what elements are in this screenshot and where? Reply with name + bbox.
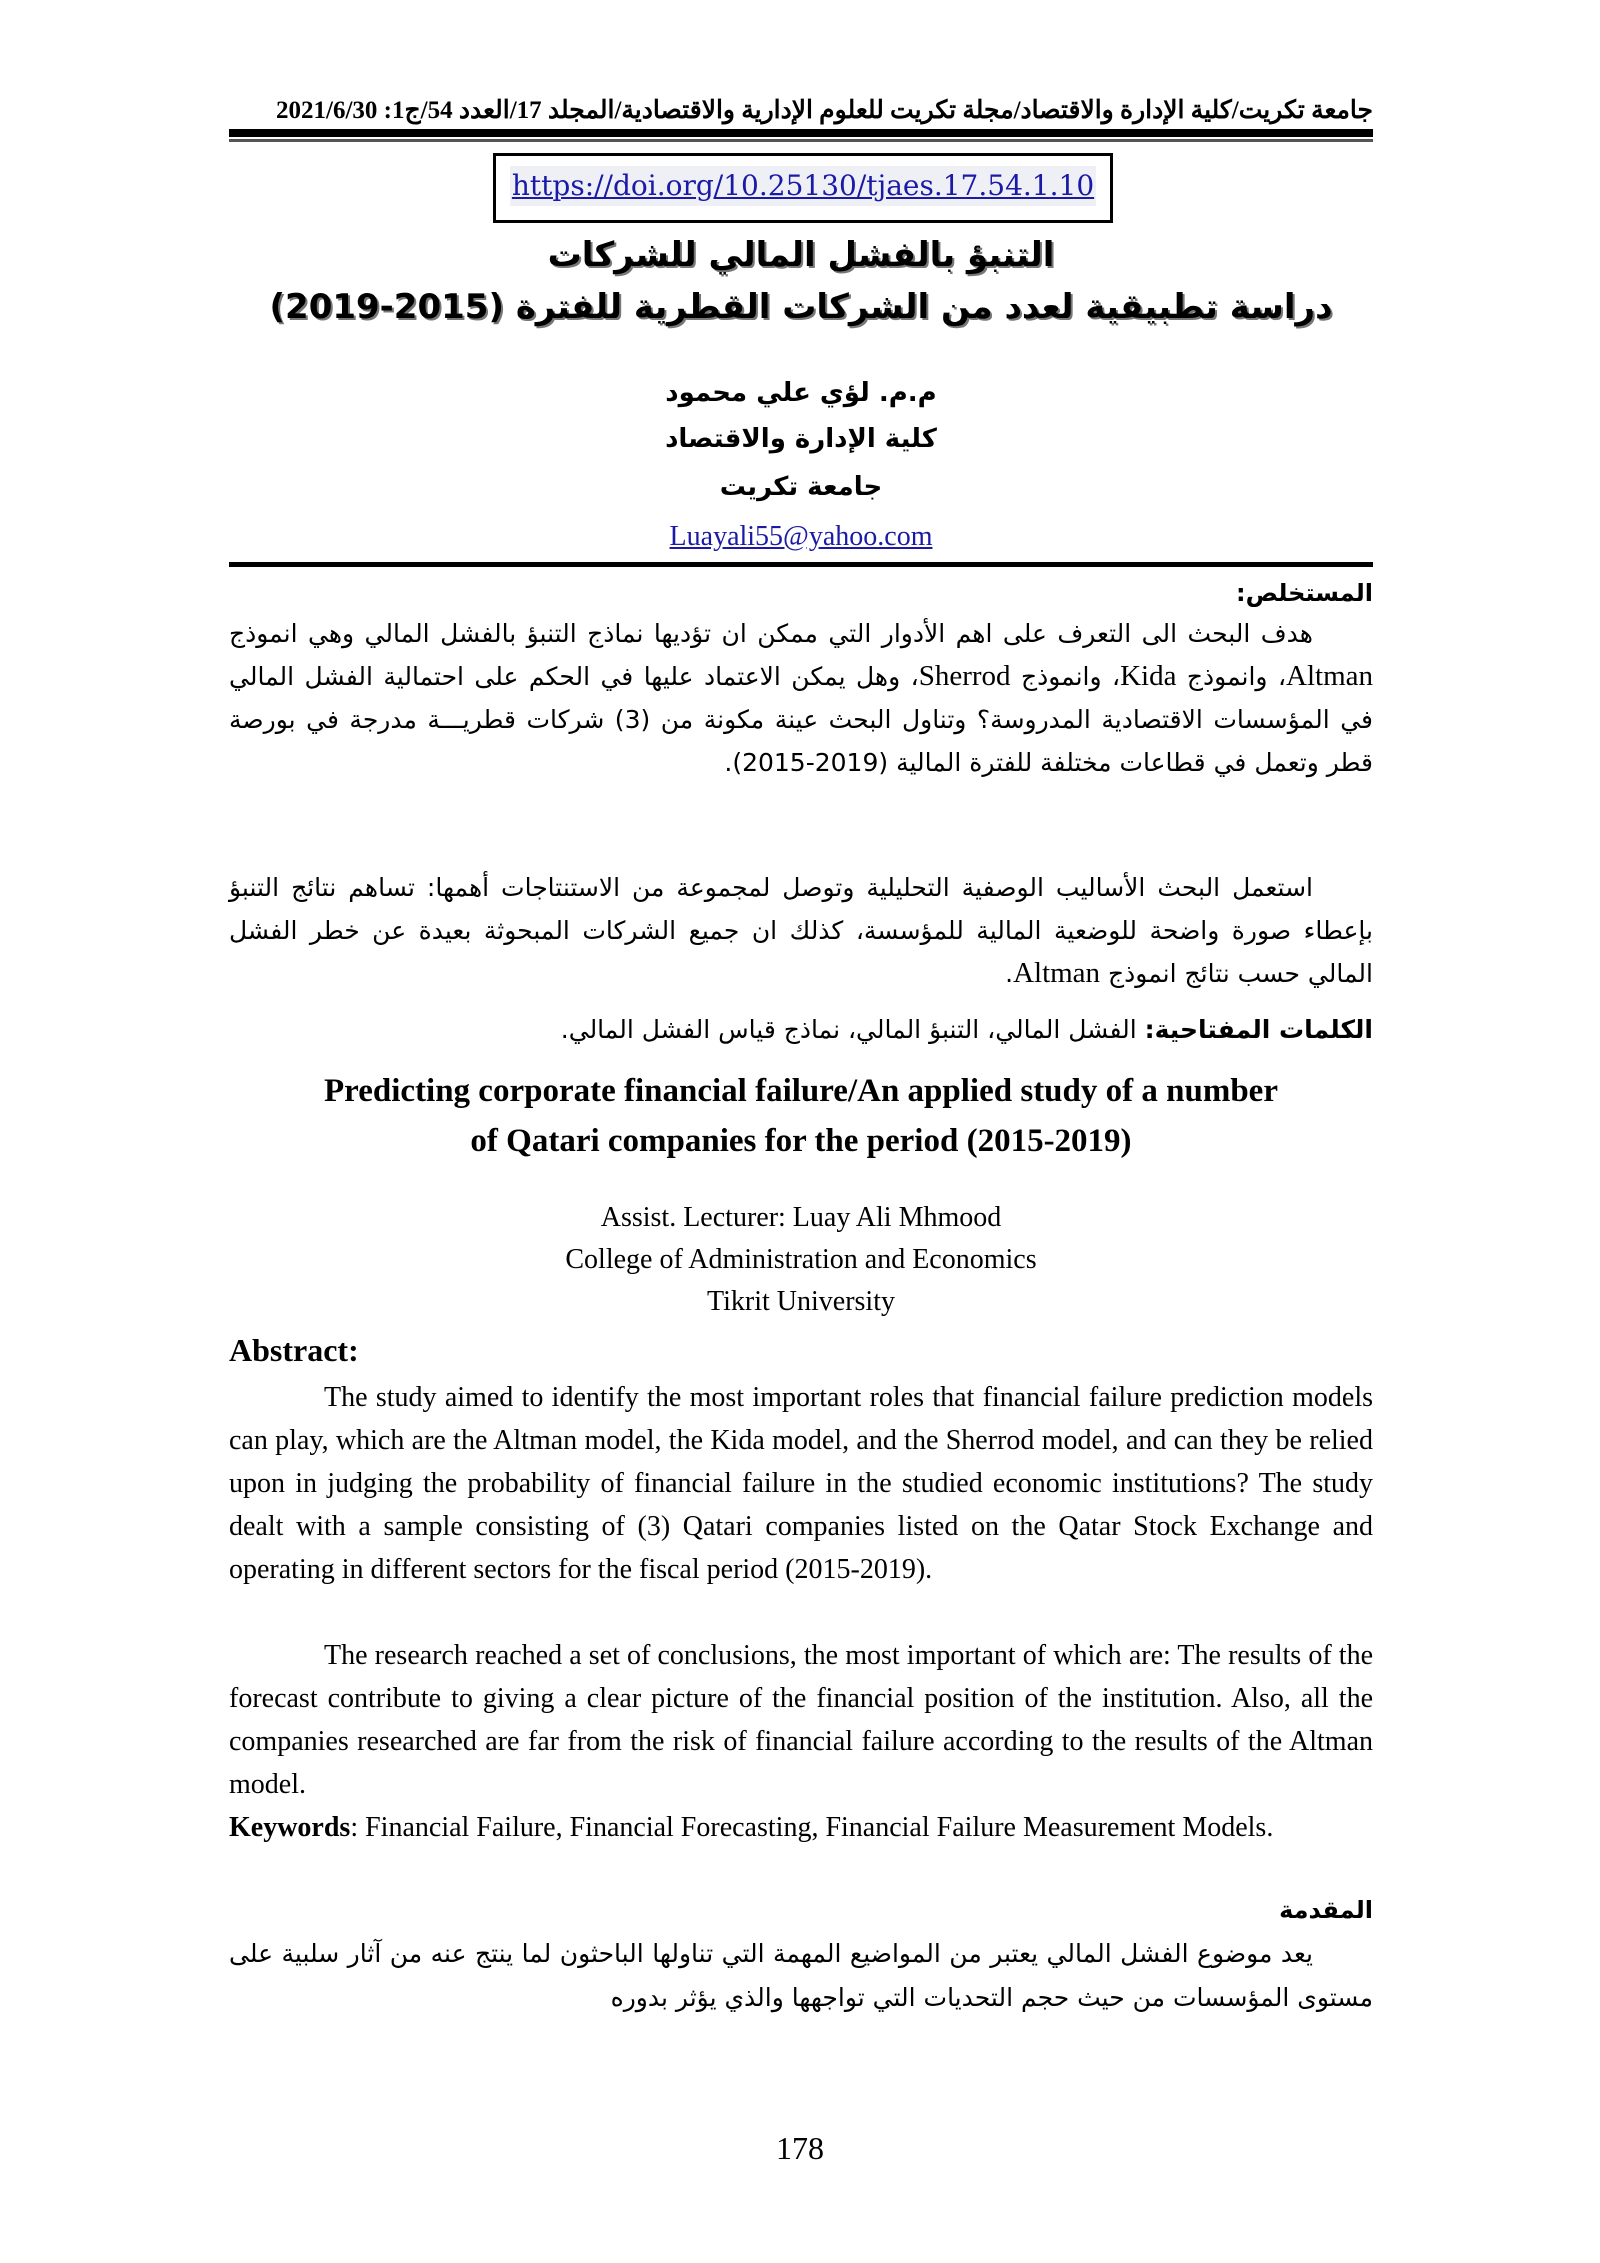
doi-box xyxy=(493,153,1113,223)
model-name-sherrod: Sherrod xyxy=(918,660,1011,692)
doi-link[interactable]: https://doi.org/10.25130/tjaes.17.54.1.10 xyxy=(510,166,1096,206)
author-email-link[interactable]: Luayali55@yahoo.com xyxy=(669,521,933,552)
english-keywords-label: Keywords xyxy=(229,1812,351,1843)
english-title-line1: Predicting corporate financial failure/An applied study of a number xyxy=(324,1073,1278,1109)
arabic-author-name: م.م. لؤي علي محمود xyxy=(665,378,937,408)
header-rule-thick xyxy=(229,129,1373,137)
section-separator xyxy=(229,562,1373,567)
english-author-name: Assist. Lecturer: Luay Ali Mhmood xyxy=(600,1202,1002,1233)
english-abstract-heading: Abstract: xyxy=(229,1332,359,1368)
model-name-altman: Altman xyxy=(1286,660,1374,692)
text-run: استعمل البحث الأساليب الوصفية التحليلية وتوصل لمجموعة من الاستنتاجات أهمها: تساهم نتائج التنبؤ بإعطاء صورة واضحة للوضعية المالية للمؤسسة، كذلك ان جميع الشركات المبحوثة بعيدة عن خطر الفشل المالي حسب نتائج انموذج xyxy=(229,873,1373,988)
arabic-keywords-text: الفشل المالي، التنبؤ المالي، نماذج قياس الفشل المالي. xyxy=(560,1015,1145,1044)
introduction-para xyxy=(229,1932,1373,2020)
model-name-altman: Altman xyxy=(1013,957,1101,989)
text-run: هدف البحث الى التعرف على اهم الأدوار التي ممكن ان تؤديها نماذج التنبؤ بالفشل المالي وهي انموذج xyxy=(229,619,1313,648)
english-abstract-para2 xyxy=(229,1634,1373,1806)
page-number: 178 xyxy=(776,2130,824,2166)
arabic-author-college: كلية الإدارة والاقتصاد xyxy=(665,424,937,454)
text-run: يعد موضوع الفشل المالي يعتبر من المواضيع المهمة التي تناولها الباحثون لما ينتج عنه من آثار سلبية على مستوى المؤسسات من حيث حجم التحديات التي تواجهها والذي يؤثر بدوره xyxy=(229,1939,1373,2012)
text-run: The research reached a set of conclusions, the most important of which are: The results of the forecast contribute to giving a clear picture of the financial position of the institution. Also, all the companies researched are far from the risk of financial failure according to the results of the Altman model. xyxy=(229,1640,1373,1800)
text-run: . xyxy=(1005,959,1014,988)
arabic-title-line1: التنبؤ بالفشل المالي للشركات xyxy=(547,235,1055,275)
arabic-abstract-para1 xyxy=(229,612,1373,784)
text-run: ، وانموذج xyxy=(1010,662,1121,691)
arabic-abstract-heading: المستخلص: xyxy=(1236,579,1373,607)
text-run: The study aimed to identify the most important roles that financial failure prediction models can play, which are the Altman model, the Kida model, and the Sherrod model, and can they be relied upon in judging the probability of financial failure in the studied economic institutions? The study dealt with a sample consisting of (3) Qatari companies listed on the Qatar Stock Exchange and operating in different sectors for the fiscal period (2015-2019). xyxy=(229,1382,1373,1585)
english-title-line2: of Qatari companies for the period (2015-2019) xyxy=(470,1123,1132,1159)
text-run: ، وهل يمكن الاعتماد عليها في الحكم على احتمالية الفشل المالي في المؤسسات الاقتصادية المدروسة؟ وتناول البحث عينة مكونة من (3) شركات قطريـــة مدرجة في بورصة قطر وتعمل في قطاعات مختلفة للفترة المالية (2019-2015). xyxy=(229,662,1373,777)
arabic-keywords xyxy=(229,1012,1373,1048)
english-author-university: Tikrit University xyxy=(707,1286,895,1317)
english-author-college: College of Administration and Economics xyxy=(565,1244,1037,1275)
english-title xyxy=(229,1066,1373,1166)
introduction-heading: المقدمة xyxy=(1279,1896,1373,1924)
english-keywords-text: : Financial Failure, Financial Forecasting, Financial Failure Measurement Models. xyxy=(350,1812,1274,1843)
arabic-author-university: جامعة تكريت xyxy=(719,472,883,502)
header-rule-thin xyxy=(229,139,1373,142)
running-head: جامعة تكريت/كلية الإدارة والاقتصاد/مجلة تكريت للعلوم الإدارية والاقتصادية/المجلد 17/العدد 54/ج1: 2021/6/30 xyxy=(276,97,1373,124)
english-abstract-para1 xyxy=(229,1376,1373,1591)
text-run: ، وانموذج xyxy=(1176,662,1287,691)
arabic-keywords-label: الكلمات المفتاحية: xyxy=(1144,1015,1373,1044)
arabic-abstract-para2 xyxy=(229,866,1373,995)
arabic-title-line2: دراسة تطبيقية لعدد من الشركات القطرية للفترة (2015-2019) xyxy=(269,287,1333,327)
model-name-kida: Kida xyxy=(1120,660,1177,692)
english-keywords xyxy=(229,1806,1373,1849)
